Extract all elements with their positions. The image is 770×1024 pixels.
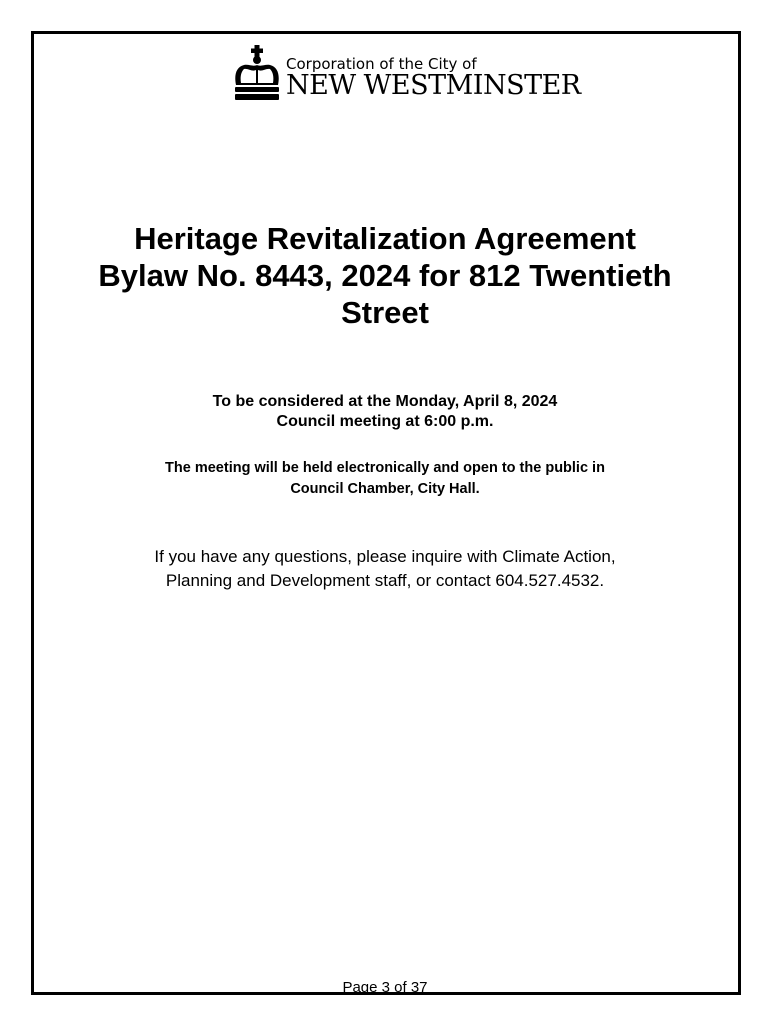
page-border [31, 31, 741, 995]
page-number: Page 3 of 37 [342, 979, 428, 996]
document-title [60, 220, 710, 331]
organization-name: Corporation of the City of [286, 55, 477, 73]
electronic-meeting-notice [60, 458, 710, 500]
notice-line: Council Chamber, City Hall. [290, 481, 480, 497]
meeting-info [60, 392, 710, 432]
meeting-line: Council meeting at 6:00 p.m. [276, 413, 494, 430]
contact-line: Planning and Development staff, or contact 604.527.4532. [165, 571, 605, 590]
contact-line: If you have any questions, please inquire with Climate Action, [154, 547, 616, 566]
city-name: NEW WESTMINSTER [286, 70, 581, 101]
city-logo [232, 45, 581, 103]
title-line: Bylaw No. 8443, 2024 for 812 Twentieth [98, 258, 672, 293]
crown-icon [232, 45, 282, 101]
contact-info [60, 545, 710, 593]
notice-line: The meeting will be held electronically and open to the public in [165, 460, 605, 476]
meeting-line: To be considered at the Monday, April 8, 2024 [212, 393, 558, 410]
title-line: Street [341, 295, 429, 330]
title-line: Heritage Revitalization Agreement [134, 221, 636, 256]
